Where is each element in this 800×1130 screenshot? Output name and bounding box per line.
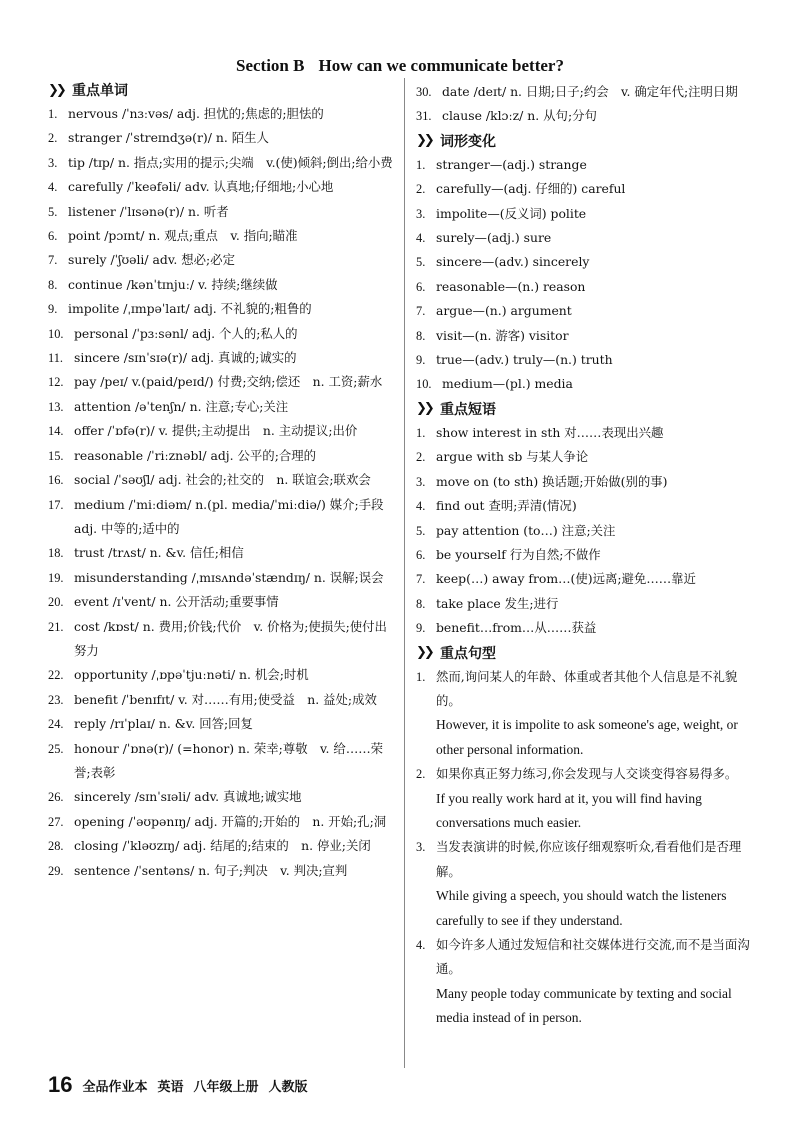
vocab-item bbox=[48, 712, 398, 736]
vocab-item bbox=[48, 102, 398, 126]
item-number: 5. bbox=[48, 204, 58, 219]
item-text: sincerely /sɪnˈsɪəli/ adv. 真诚地;诚实地 bbox=[74, 789, 302, 805]
item-text: true—(adv.) truly—(n.) truth bbox=[436, 352, 613, 368]
item-number: 9. bbox=[416, 353, 426, 368]
item-number: 4. bbox=[416, 938, 426, 952]
vocab-item bbox=[48, 810, 398, 834]
sentences-heading: ❯❯ 重点句型 bbox=[416, 645, 496, 662]
item-number: 28. bbox=[48, 839, 64, 854]
item-number: 4. bbox=[416, 231, 426, 246]
vocab-item bbox=[48, 859, 398, 883]
item-text: pay /peɪ/ v.(paid/peɪd/) 付费;交纳;偿还 n. 工资;薪水 bbox=[74, 374, 383, 390]
item-number: 8. bbox=[416, 596, 426, 611]
forms-heading: ❯❯ 词形变化 bbox=[416, 133, 496, 150]
item-number: 1. bbox=[416, 669, 426, 684]
item-text: trust /trʌst/ n. &v. 信任;相信 bbox=[74, 545, 244, 561]
word-form-item bbox=[416, 153, 754, 177]
column-divider bbox=[404, 78, 405, 1068]
phrase-item bbox=[416, 470, 754, 494]
item-number: 1. bbox=[416, 157, 426, 172]
phrases-heading: ❯❯ 重点短语 bbox=[416, 401, 496, 418]
vocab-item bbox=[48, 663, 398, 687]
item-number: 3. bbox=[416, 840, 426, 855]
item-text: carefully /ˈkeəfəli/ adv. 认真地;仔细地;小心地 bbox=[68, 179, 334, 195]
item-number: 7. bbox=[48, 253, 58, 268]
vocab-item bbox=[416, 104, 754, 128]
item-number: 31. bbox=[416, 109, 432, 124]
page-number: 16 bbox=[48, 1072, 73, 1097]
phrase-item bbox=[416, 445, 754, 469]
item-number: 17. bbox=[48, 497, 64, 512]
left-column bbox=[48, 78, 398, 883]
item-text: attention /əˈtenʃn/ n. 注意;专心;关注 bbox=[74, 398, 289, 414]
vocab-item bbox=[416, 80, 754, 104]
phrase-item bbox=[416, 421, 754, 445]
phrase-item bbox=[416, 616, 754, 640]
item-text: impolite—(反义词) polite bbox=[436, 205, 587, 221]
word-form-item bbox=[416, 275, 754, 299]
item-text: surely—(adj.) sure bbox=[436, 230, 552, 246]
vocab-heading: ❯❯ 重点单词 bbox=[48, 82, 128, 99]
item-text: take place 发生;进行 bbox=[436, 595, 559, 611]
vocab-item bbox=[48, 493, 398, 542]
item-number: 6. bbox=[416, 279, 426, 294]
item-text: personal /ˈpɜːsənl/ adj. 个人的;私人的 bbox=[74, 325, 298, 341]
vocab-item bbox=[48, 785, 398, 809]
section-label: Section B bbox=[236, 56, 305, 75]
vocab-item bbox=[48, 444, 398, 468]
item-number: 22. bbox=[48, 668, 64, 683]
item-text: misunderstanding /ˌmɪsʌndəˈstændɪŋ/ n. 误解;误会 bbox=[74, 569, 384, 585]
item-text: tip /tɪp/ n. 指点;实用的提示;尖端 v.(使)倾斜;倒出;给小费 bbox=[68, 154, 393, 170]
item-number: 11. bbox=[48, 351, 64, 366]
item-text: cost /kɒst/ n. 费用;价钱;代价 v. 价格为;使损失;使付出努力 bbox=[74, 618, 387, 658]
phrase-item bbox=[416, 543, 754, 567]
word-form-item bbox=[416, 299, 754, 323]
double-chevron-icon: ❯❯ bbox=[416, 133, 432, 149]
item-text: stranger—(adj.) strange bbox=[436, 156, 587, 172]
item-text: find out 查明;弄清(情况) bbox=[436, 498, 577, 514]
item-text: keep(…) away from…(使)远离;避免……靠近 bbox=[436, 571, 696, 587]
page-title bbox=[0, 56, 800, 76]
sentence-english: While giving a speech, you should watch the listeners carefully to see if they understand. bbox=[436, 888, 727, 928]
item-number: 13. bbox=[48, 399, 64, 414]
item-number: 21. bbox=[48, 619, 64, 634]
item-text: be yourself 行为自然;不做作 bbox=[436, 546, 601, 562]
right-column bbox=[416, 80, 754, 1031]
item-text: argue—(n.) argument bbox=[436, 303, 572, 319]
sentence-item bbox=[416, 835, 754, 933]
item-number: 3. bbox=[416, 474, 426, 489]
item-number: 2. bbox=[416, 182, 426, 197]
section-question: How can we communicate better? bbox=[318, 56, 564, 75]
item-text: sincere—(adv.) sincerely bbox=[436, 254, 590, 270]
item-number: 7. bbox=[416, 304, 426, 319]
vocab-item bbox=[48, 200, 398, 224]
sentence-english: However, it is impolite to ask someone's age, weight, or other personal information. bbox=[436, 717, 738, 757]
word-form-item bbox=[416, 324, 754, 348]
item-number: 1. bbox=[416, 425, 426, 440]
item-text: clause /klɔːz/ n. 从句;分句 bbox=[442, 108, 597, 124]
vocab-item bbox=[48, 322, 398, 346]
item-number: 1. bbox=[48, 107, 58, 121]
item-text bbox=[436, 665, 754, 763]
item-text: argue with sb 与某人争论 bbox=[436, 449, 589, 465]
double-chevron-icon: ❯❯ bbox=[416, 645, 432, 661]
sentence-english: Many people today communicate by texting and social media instead of in person. bbox=[436, 985, 732, 1026]
phrase-item bbox=[416, 519, 754, 543]
word-form-item bbox=[416, 177, 754, 201]
item-number: 19. bbox=[48, 570, 64, 585]
item-text: carefully—(adj. 仔细的) careful bbox=[436, 181, 626, 197]
item-number: 14. bbox=[48, 424, 64, 439]
item-number: 9. bbox=[416, 621, 426, 636]
item-number: 10. bbox=[48, 326, 64, 341]
item-number: 3. bbox=[48, 155, 58, 170]
item-number: 30. bbox=[416, 85, 432, 99]
item-number: 2. bbox=[416, 450, 426, 465]
item-number: 12. bbox=[48, 375, 64, 390]
sentence-chinese: 如果你真正努力练习,你会发现与人交谈变得容易得多。 bbox=[436, 766, 738, 782]
item-text: opening /ˈəʊpənɪŋ/ adj. 开篇的;开始的 n. 开始;孔;洞 bbox=[74, 813, 387, 829]
vocab-item bbox=[48, 615, 398, 664]
item-text: sentence /ˈsentəns/ n. 句子;判决 v. 判决;宣判 bbox=[74, 862, 348, 878]
item-number: 23. bbox=[48, 692, 64, 707]
item-text: stranger /ˈstreɪndʒə(r)/ n. 陌生人 bbox=[68, 130, 269, 146]
grade-name: 八年级上册 bbox=[193, 1079, 259, 1095]
vocab-item bbox=[48, 151, 398, 175]
item-text: surely /ˈʃʊəli/ adv. 想必;必定 bbox=[68, 252, 235, 268]
item-text: benefit /ˈbenɪfɪt/ v. 对……有用;使受益 n. 益处;成效 bbox=[74, 691, 377, 707]
item-text: continue /kənˈtɪnjuː/ v. 持续;继续做 bbox=[68, 276, 278, 292]
item-number: 7. bbox=[416, 572, 426, 587]
sentence-chinese: 当发表演讲的时候,你应该仔细观察听众,看看他们是否理解。 bbox=[436, 839, 742, 879]
item-text: point /pɔɪnt/ n. 观点;重点 v. 指向;瞄准 bbox=[68, 228, 298, 244]
item-number: 20. bbox=[48, 595, 64, 610]
edition-name: 人教版 bbox=[268, 1079, 308, 1095]
item-text bbox=[436, 835, 754, 933]
sentence-item bbox=[416, 665, 754, 763]
item-number: 2. bbox=[48, 131, 58, 146]
sentence-chinese: 然而,询问某人的年龄、体重或者其他个人信息是不礼貌的。 bbox=[436, 668, 738, 708]
item-text: show interest in sth 对……表现出兴趣 bbox=[436, 424, 664, 440]
item-text: move on (to sth) 换话题;开始做(别的事) bbox=[436, 473, 668, 489]
sentences-list bbox=[416, 665, 754, 1031]
vocab-item bbox=[48, 737, 398, 786]
item-number: 5. bbox=[416, 523, 426, 538]
item-text: medium /ˈmiːdiəm/ n.(pl. media/ˈmiːdiə/) 媒介;手段 adj. 中等的;适中的 bbox=[74, 496, 396, 536]
item-text: event /ɪˈvent/ n. 公开活动;重要事情 bbox=[74, 594, 279, 610]
subject-name: 英语 bbox=[157, 1079, 184, 1095]
item-text: benefit…from…从……获益 bbox=[436, 620, 597, 636]
item-number: 5. bbox=[416, 255, 426, 270]
item-text: reasonable—(n.) reason bbox=[436, 278, 586, 294]
item-text: listener /ˈlɪsənə(r)/ n. 听者 bbox=[68, 203, 229, 219]
word-form-item bbox=[416, 226, 754, 250]
phrase-item bbox=[416, 567, 754, 591]
phrase-item bbox=[416, 494, 754, 518]
item-number: 3. bbox=[416, 206, 426, 221]
word-forms-list bbox=[416, 153, 754, 397]
item-text: closing /ˈkləʊzɪŋ/ adj. 结尾的;结束的 n. 停业;关闭 bbox=[74, 838, 371, 854]
item-text: social /ˈsəʊʃl/ adj. 社会的;社交的 n. 联谊会;联欢会 bbox=[74, 472, 371, 488]
vocab-item bbox=[48, 126, 398, 150]
item-number: 2. bbox=[416, 767, 426, 782]
word-form-item bbox=[416, 202, 754, 226]
item-text: honour /ˈɒnə(r)/ (=honor) n. 荣幸;尊敬 v. 给……荣誉;表彰 bbox=[74, 740, 383, 780]
item-number: 4. bbox=[416, 499, 426, 514]
vocab-item bbox=[48, 346, 398, 370]
item-text: reply /rɪˈplaɪ/ n. &v. 回答;回复 bbox=[74, 716, 253, 732]
item-number: 6. bbox=[48, 229, 58, 244]
word-form-item bbox=[416, 250, 754, 274]
vocab-item bbox=[48, 273, 398, 297]
vocab-item bbox=[48, 419, 398, 443]
sentence-item bbox=[416, 933, 754, 1031]
item-number: 27. bbox=[48, 814, 64, 829]
item-number: 26. bbox=[48, 790, 64, 805]
vocab-list-continued bbox=[416, 80, 754, 129]
double-chevron-icon: ❯❯ bbox=[416, 401, 432, 417]
vocab-item bbox=[48, 541, 398, 565]
item-number: 29. bbox=[48, 863, 64, 878]
item-number: 16. bbox=[48, 473, 64, 488]
item-number: 8. bbox=[48, 277, 58, 292]
item-number: 9. bbox=[48, 302, 58, 317]
item-text: date /deɪt/ n. 日期;日子;约会 v. 确定年代;注明日期 bbox=[442, 84, 738, 99]
item-number: 8. bbox=[416, 328, 426, 343]
item-number: 4. bbox=[48, 180, 58, 195]
item-number: 24. bbox=[48, 717, 64, 732]
vocab-item bbox=[48, 175, 398, 199]
item-text: opportunity /ˌɒpəˈtjuːnəti/ n. 机会;时机 bbox=[74, 667, 309, 683]
page-footer bbox=[48, 1072, 318, 1098]
phrase-item bbox=[416, 592, 754, 616]
vocab-item bbox=[48, 224, 398, 248]
vocab-item bbox=[48, 468, 398, 492]
item-number: 10. bbox=[416, 377, 432, 392]
item-text: sincere /sɪnˈsɪə(r)/ adj. 真诚的;诚实的 bbox=[74, 350, 297, 366]
item-text: pay attention (to…) 注意;关注 bbox=[436, 522, 616, 538]
vocab-item bbox=[48, 566, 398, 590]
sentence-item bbox=[416, 762, 754, 835]
item-number: 15. bbox=[48, 448, 64, 463]
item-text: impolite /ˌɪmpəˈlaɪt/ adj. 不礼貌的;粗鲁的 bbox=[68, 301, 312, 317]
vocab-list bbox=[48, 102, 398, 883]
phrases-list bbox=[416, 421, 754, 641]
word-form-item bbox=[416, 372, 754, 396]
vocab-item bbox=[48, 395, 398, 419]
item-number: 25. bbox=[48, 741, 64, 756]
double-chevron-icon: ❯❯ bbox=[48, 82, 64, 98]
item-text: visit—(n. 游客) visitor bbox=[436, 327, 569, 343]
vocab-item bbox=[48, 688, 398, 712]
vocab-item bbox=[48, 297, 398, 321]
vocab-item bbox=[48, 590, 398, 614]
vocab-item bbox=[48, 834, 398, 858]
item-number: 18. bbox=[48, 546, 64, 561]
book-name: 全品作业本 bbox=[82, 1079, 148, 1095]
item-text: reasonable /ˈriːznəbl/ adj. 公平的;合理的 bbox=[74, 447, 317, 463]
item-number: 6. bbox=[416, 547, 426, 562]
item-text: nervous /ˈnɜːvəs/ adj. 担忧的;焦虑的;胆怯的 bbox=[68, 106, 324, 121]
word-form-item bbox=[416, 348, 754, 372]
vocab-item bbox=[48, 248, 398, 272]
sentence-chinese: 如今许多人通过发短信和社交媒体进行交流,而不是当面沟通。 bbox=[436, 937, 750, 977]
item-text: medium—(pl.) media bbox=[442, 376, 573, 392]
item-text: offer /ˈɒfə(r)/ v. 提供;主动提出 n. 主动提议;出价 bbox=[74, 423, 358, 439]
item-text bbox=[436, 933, 754, 1031]
item-text bbox=[436, 762, 754, 835]
vocab-item bbox=[48, 370, 398, 394]
sentence-english: If you really work hard at it, you will find having conversations much easier. bbox=[436, 790, 702, 830]
